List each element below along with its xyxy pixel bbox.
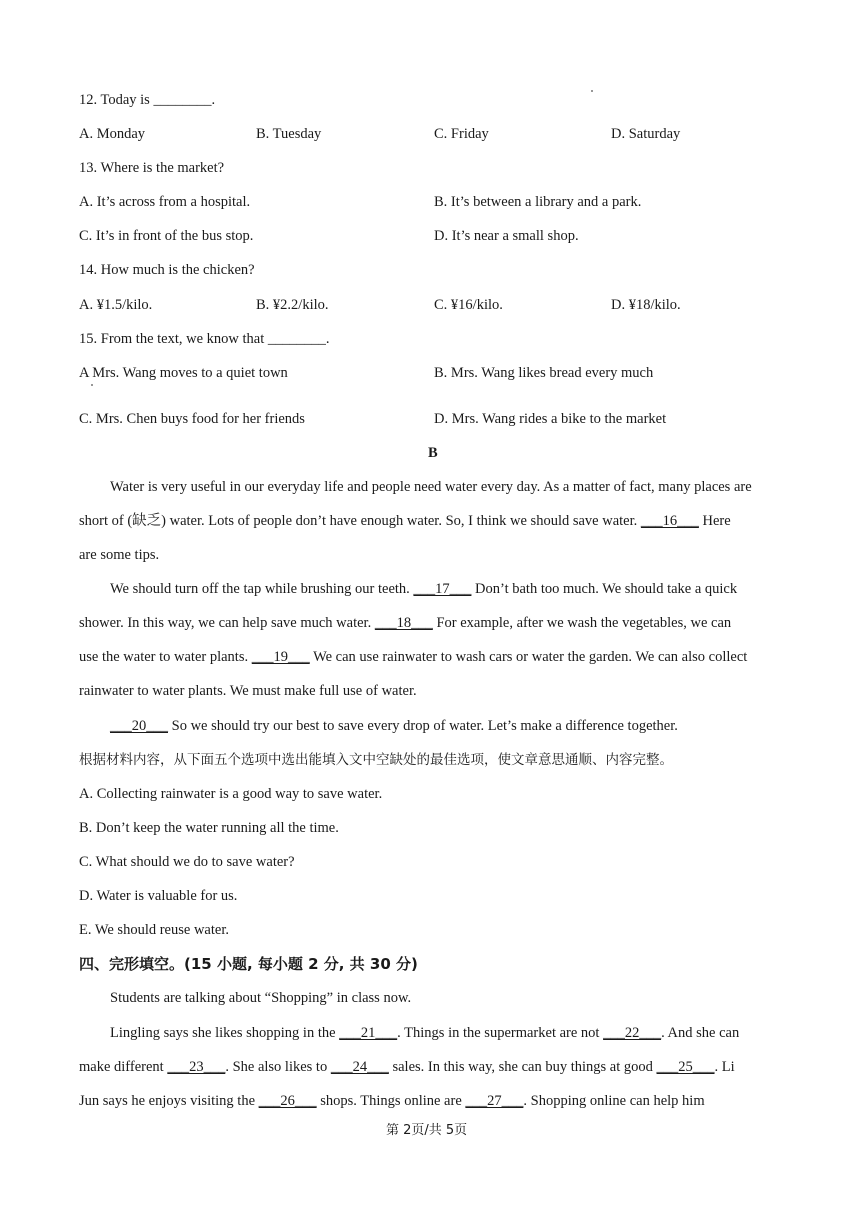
- q15-option-d: D. Mrs. Wang rides a bike to the market: [434, 411, 667, 427]
- cloze-line: [79, 1091, 705, 1111]
- passage-line: Water is very useful in our everyday life and people need water every day. As a matter of fact, many places are: [110, 479, 752, 495]
- cloze-line: [110, 1023, 739, 1043]
- blank-26: ___26___: [258, 1093, 317, 1109]
- blank-20: ___20___: [110, 718, 168, 734]
- passage-text: For example, after we wash the vegetables, we can: [432, 615, 732, 631]
- q14-option-a: A. ¥1.5/kilo.: [79, 297, 153, 313]
- passage-text: shower. In this way, we can help save much water.: [79, 615, 375, 631]
- blank-19: ___19___: [251, 649, 310, 665]
- q15-option-c: C. Mrs. Chen buys food for her friends: [79, 411, 305, 427]
- choice-option: A. Collecting rainwater is a good way to save water.: [79, 786, 383, 802]
- cloze-text: . Li: [714, 1059, 735, 1075]
- passage-line: [79, 511, 731, 531]
- choice-option: D. Water is valuable for us.: [79, 888, 238, 904]
- q12-option-c: C. Friday: [434, 126, 489, 142]
- q14-option-d: D. ¥18/kilo.: [611, 297, 681, 313]
- cloze-text: . Shopping online can help him: [523, 1093, 705, 1109]
- passage-text: short of (缺乏) water. Lots of people don’t have enough water. So, I think we should save water.: [79, 513, 641, 529]
- q13-option-b: B. It’s between a library and a park.: [434, 194, 642, 210]
- blank-21: ___21___: [339, 1025, 398, 1041]
- passage-text: Don’t bath too much. We should take a quick: [471, 581, 738, 597]
- blank-24: ___24___: [330, 1059, 389, 1075]
- section-b-heading: B: [428, 445, 438, 461]
- page-number: 第 2页/共 5页: [386, 1123, 468, 1138]
- cloze-text: make different: [79, 1059, 168, 1075]
- scan-speck: [91, 384, 93, 386]
- q15-option-a: A Mrs. Wang moves to a quiet town: [79, 365, 288, 381]
- passage-text: We should turn off the tap while brushing our teeth.: [110, 581, 414, 597]
- passage-line: are some tips.: [79, 547, 160, 563]
- blank-22: ___22___: [603, 1025, 662, 1041]
- cloze-text: Lingling says she likes shopping in the: [110, 1025, 340, 1041]
- passage-text: We can use rainwater to wash cars or water the garden. We can also collect: [309, 649, 748, 665]
- q13-stem: 13. Where is the market?: [79, 160, 225, 176]
- q14-option-b: B. ¥2.2/kilo.: [256, 297, 329, 313]
- passage-line: [79, 613, 731, 633]
- choice-option: E. We should reuse water.: [79, 922, 229, 938]
- choice-option: B. Don’t keep the water running all the time.: [79, 820, 339, 836]
- cloze-text: Jun says he enjoys visiting the: [79, 1093, 259, 1109]
- passage-line: [110, 716, 678, 736]
- passage-text: Here: [698, 513, 731, 529]
- cloze-line: [79, 1057, 735, 1077]
- q13-option-c: C. It’s in front of the bus stop.: [79, 228, 254, 244]
- cloze-text: sales. In this way, she can buy things at good: [388, 1059, 657, 1075]
- blank-17: ___17___: [413, 581, 472, 597]
- passage-line: [110, 579, 737, 599]
- q12-option-a: A. Monday: [79, 126, 146, 142]
- q12-option-d: D. Saturday: [611, 126, 681, 142]
- q14-option-c: C. ¥16/kilo.: [434, 297, 503, 313]
- scan-speck: [591, 90, 593, 92]
- passage-text: So we should try our best to save every drop of water. Let’s make a difference together.: [168, 718, 678, 734]
- cloze-text: shops. Things online are: [316, 1093, 466, 1109]
- passage-text: use the water to water plants.: [79, 649, 252, 665]
- q13-option-a: A. It’s across from a hospital.: [79, 194, 251, 210]
- blank-16: ___16___: [640, 513, 699, 529]
- blank-18: ___18___: [374, 615, 433, 631]
- cloze-text: . Things in the supermarket are not: [397, 1025, 604, 1041]
- cloze-text: . And she can: [661, 1025, 740, 1041]
- q15-option-b: B. Mrs. Wang likes bread every much: [434, 365, 654, 381]
- blank-23: ___23___: [167, 1059, 226, 1075]
- blank-27: ___27___: [465, 1093, 524, 1109]
- q15-stem: 15. From the text, we know that ________.: [79, 331, 330, 347]
- q14-stem: 14. How much is the chicken?: [79, 262, 255, 278]
- q12-option-b: B. Tuesday: [256, 126, 322, 142]
- passage-line: rainwater to water plants. We must make full use of water.: [79, 683, 417, 699]
- instruction-text: 根据材料内容，从下面五个选项中选出能填入文中空缺处的最佳选项，使文章意思通顺、内容完整。: [79, 752, 673, 768]
- q13-option-d: D. It’s near a small shop.: [434, 228, 579, 244]
- section-4-heading: 四、完形填空。(15 小题, 每小题 2 分, 共 30 分): [79, 955, 418, 973]
- q12-stem: 12. Today is ________.: [79, 92, 216, 108]
- cloze-text: . She also likes to: [225, 1059, 331, 1075]
- cloze-intro: Students are talking about “Shopping” in class now.: [110, 990, 412, 1006]
- blank-25: ___25___: [656, 1059, 715, 1075]
- choice-option: C. What should we do to save water?: [79, 854, 295, 870]
- passage-line: [79, 647, 747, 667]
